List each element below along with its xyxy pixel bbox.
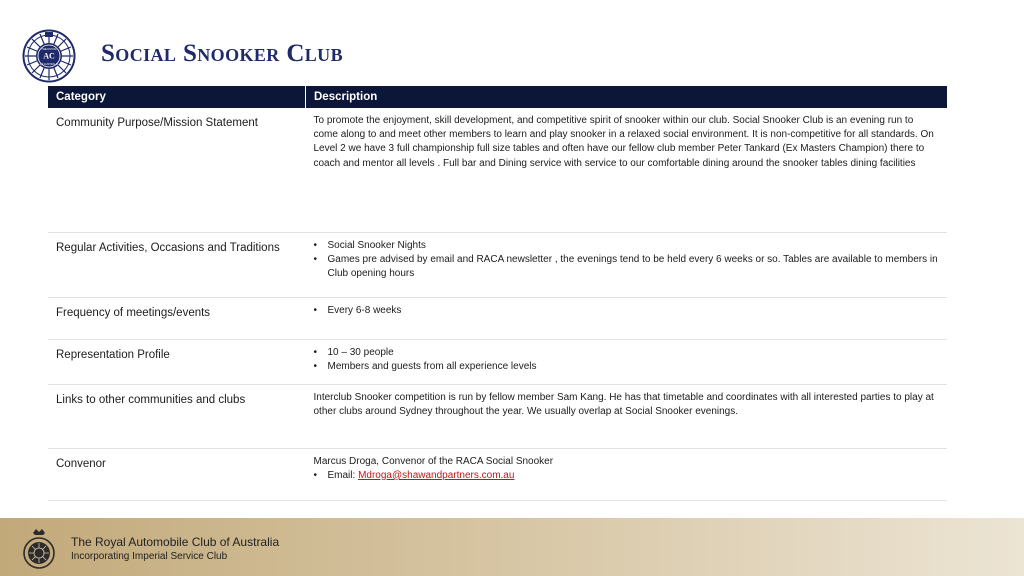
bullet-item: • Members and guests from all experience levels: [314, 360, 940, 374]
row-description: [306, 339, 948, 384]
crest-icon: [22, 527, 56, 571]
row-category: Links to other communities and clubs: [48, 384, 306, 448]
bullet-item: • 10 – 30 people: [314, 346, 940, 360]
logo-bottom-text: OF AUSTRALIA: [39, 63, 59, 66]
table-row: [48, 339, 947, 384]
page-title: Social Snooker Club: [101, 40, 343, 67]
row-description: Interclub Snooker competition is run by fellow member Sam Kang. He has that timetable and coordinates with all interested parties to play at other clubs around Sydney throughout the year. We usually overlap at Social Snooker evenings.: [306, 384, 948, 448]
row-description: [306, 232, 948, 297]
club-logo-icon: [22, 29, 76, 83]
row-category: Regular Activities, Occasions and Traditions: [48, 232, 306, 297]
header-description: Description: [306, 86, 948, 108]
row-description: To promote the enjoyment, skill development, and competitive spirit of snooker within our club. Social Snooker Club is an evening run to come along to and meet other members to learn and play snooker in a relaxed social environment. It is non-competitive for all standards. On Level 2 we have 3 full championship full size tables and often have our fellow club member Peter Tankard (Ex Masters Champion) there to coach and mentor all levels . Full bar and Dining service with service to our comfortable dining around the snooker tables dining facilities: [306, 108, 948, 232]
footer-club-name: The Royal Automobile Club of Australia: [71, 535, 280, 549]
table-row: [48, 384, 947, 448]
bullet-item: • Every 6-8 weeks: [314, 304, 940, 318]
row-category: Convenor: [48, 448, 306, 500]
row-category: Frequency of meetings/events: [48, 297, 306, 339]
table-row: [48, 297, 947, 339]
row-description: [306, 297, 948, 339]
info-table: [48, 86, 947, 501]
logo-monogram: AC: [43, 51, 55, 61]
bullet-item: [314, 469, 940, 483]
bullet-item: • Games pre advised by email and RACA newsletter , the evenings tend to be held every 6 weeks or so. Tables are available to members in Club opening hours: [314, 253, 940, 281]
email-link[interactable]: Mdroga@shawandpartners.com.au: [358, 469, 515, 481]
email-label: Email:: [327, 469, 356, 481]
table-row: [48, 232, 947, 297]
table-row: [48, 448, 947, 500]
bullet-item: • Social Snooker Nights: [314, 239, 940, 253]
row-category: Community Purpose/Mission Statement: [48, 108, 306, 232]
row-description: [306, 448, 948, 500]
convenor-name: Marcus Droga, Convenor of the RACA Social Snooker: [313, 455, 554, 467]
header-category: Category: [48, 86, 306, 108]
logo-top-text: THE ROYAL: [41, 47, 57, 51]
table-row: [48, 108, 947, 232]
table-header-row: [48, 86, 947, 108]
row-category: Representation Profile: [48, 339, 306, 384]
footer-subtitle: Incorporating Imperial Service Club: [71, 551, 228, 562]
